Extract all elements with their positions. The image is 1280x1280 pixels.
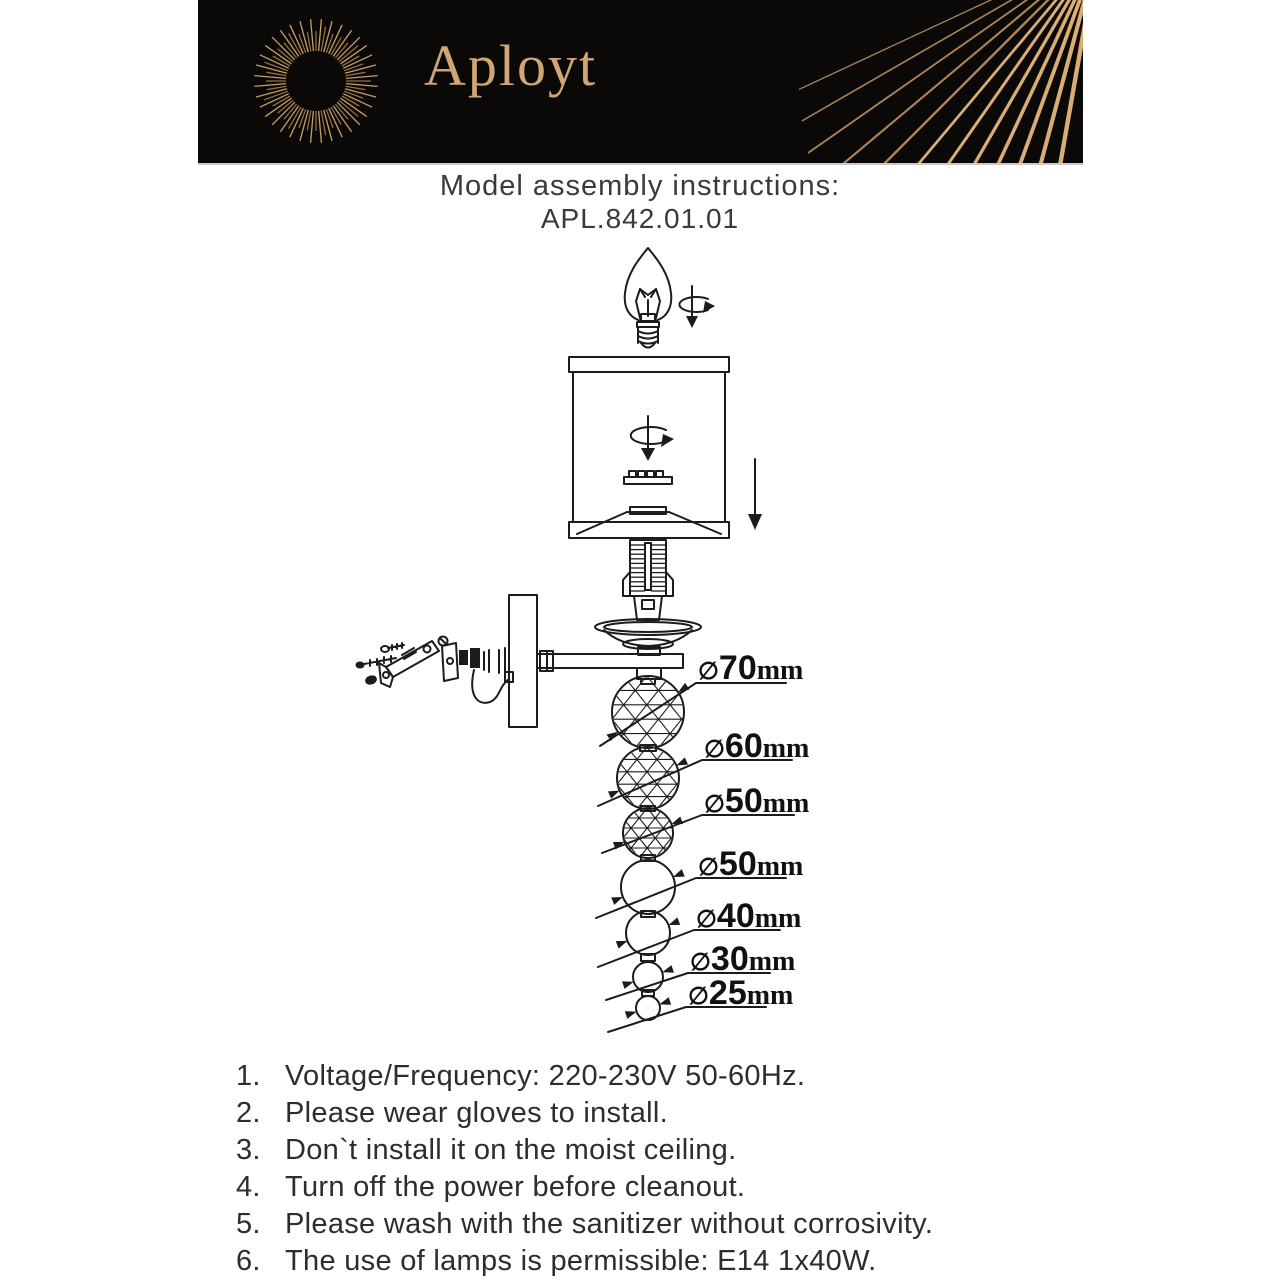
page-title: Model assembly instructions: — [439, 170, 841, 202]
dimension-label: ∅50mm — [704, 782, 810, 820]
down-arrow-icon — [748, 459, 762, 530]
instruction-item: 4. Turn off the power before cleanout. — [236, 1171, 746, 1203]
instruction-item: 6. The use of lamps is permissible: E14 1x40W. — [236, 1245, 877, 1277]
wall-mount — [356, 595, 684, 727]
instruction-item: 5. Please wash with the sanitizer without corrosivity. — [236, 1208, 934, 1240]
dimension-label: ∅60mm — [704, 727, 810, 765]
bobeche — [595, 619, 701, 655]
dimension-label: ∅50mm — [698, 845, 804, 883]
bulb-rotation-arrow-icon — [679, 286, 715, 328]
candle-bulb — [625, 248, 672, 348]
dimension-label: ∅40mm — [696, 897, 802, 935]
dimension-label: ∅70mm — [698, 649, 804, 687]
instructions-list — [236, 1058, 933, 1280]
instruction-item: 2. Please wear gloves to install. — [236, 1097, 668, 1129]
dimension-label: ∅30mm — [690, 940, 796, 978]
lamp-socket — [623, 540, 673, 620]
shade-rotation-arrow-icon — [631, 416, 674, 461]
brand-name: Aployt — [424, 33, 598, 98]
dimension-label: ∅25mm — [688, 974, 794, 1012]
instruction-item: 3. Don`t install it on the moist ceiling. — [236, 1134, 737, 1166]
dimension-labels — [688, 649, 809, 1012]
model-number: APL.842.01.01 — [540, 203, 740, 234]
shade-adapter — [624, 471, 672, 484]
instruction-item: 1. Voltage/Frequency: 220-230V 50-60Hz. — [236, 1060, 806, 1092]
